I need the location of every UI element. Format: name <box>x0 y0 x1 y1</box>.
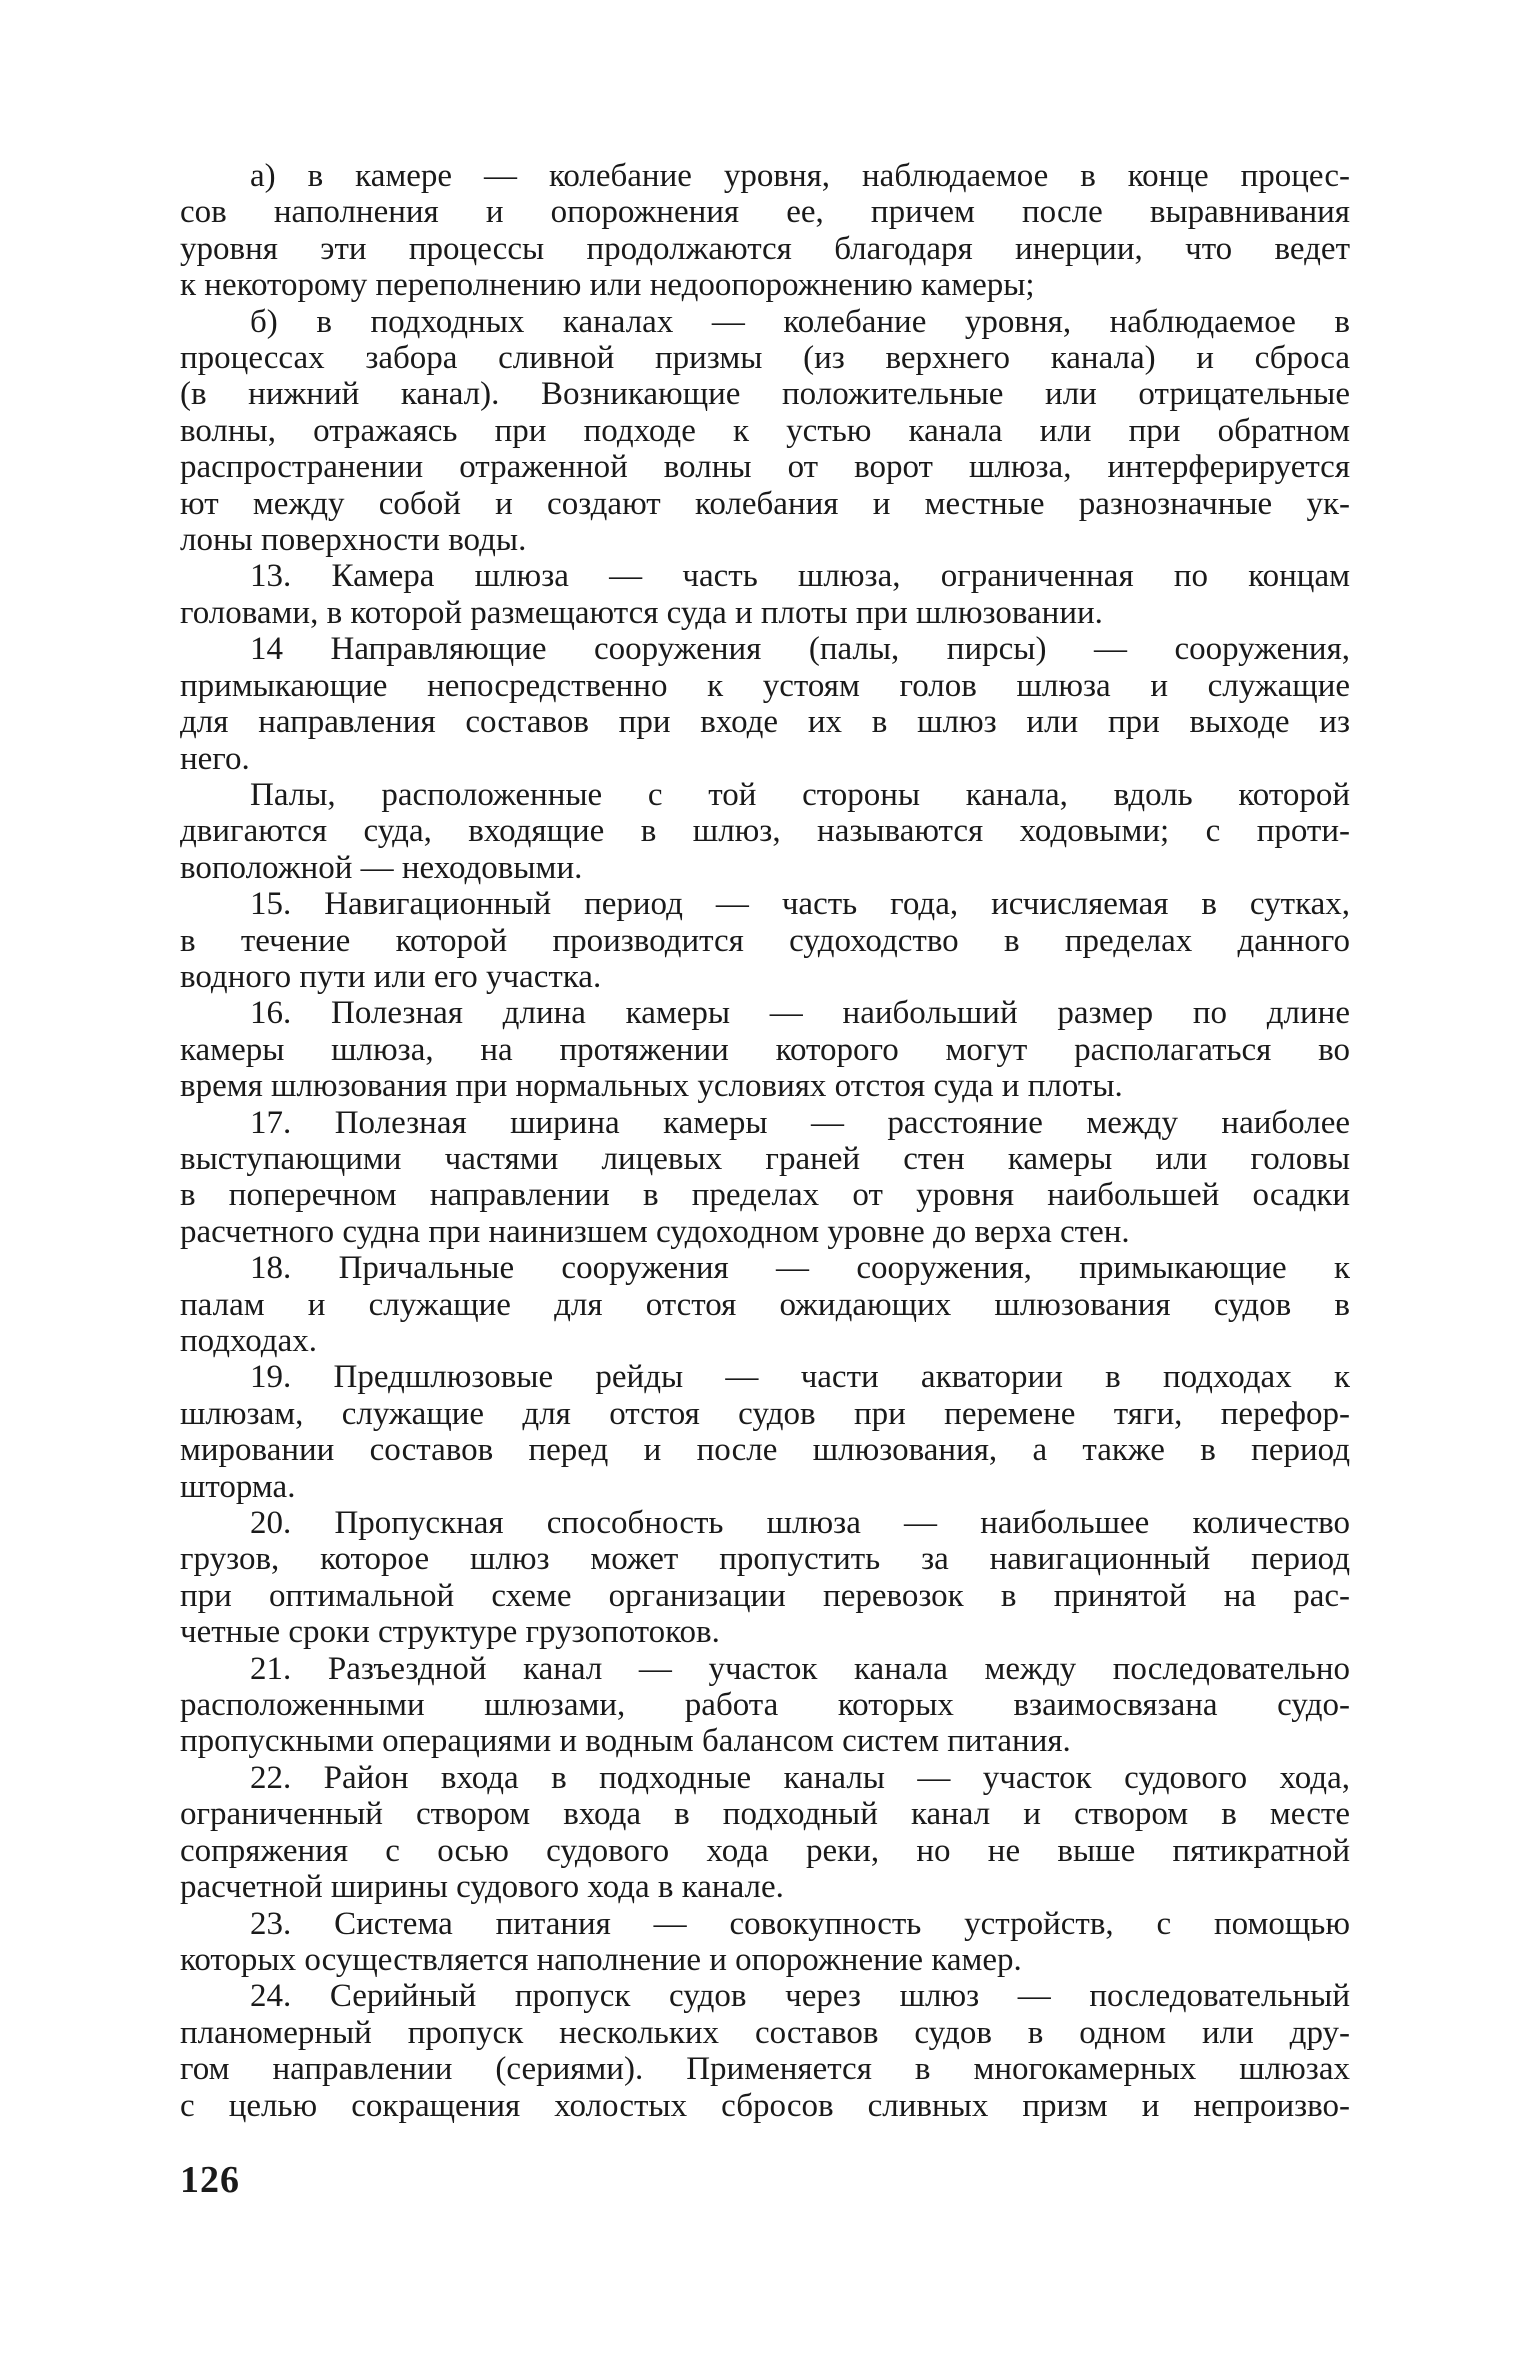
text-line: к некоторому переполнению или недоопорожнению камеры; <box>180 267 1035 304</box>
text-line: время шлюзования при нормальных условиях отстоя суда и плоты. <box>180 1068 1123 1105</box>
text-line: палам и служащие для отстоя ожидающих шлюзования судов в <box>180 1286 1350 1323</box>
text-line: с целью сокращения холостых сбросов сливных призм и непроизво- <box>180 2087 1350 2124</box>
text-line: шторма. <box>180 1468 296 1505</box>
text-line: пропускными операциями и водным балансом систем питания. <box>180 1723 1071 1760</box>
text-line: головами, в которой размещаются суда и плоты при шлюзовании. <box>180 594 1103 631</box>
text-line: при оптимальной схеме организации перевозок в принятой на рас- <box>180 1577 1350 1614</box>
text-line: 22. Район входа в подходные каналы — участок судового хода, <box>250 1759 1350 1796</box>
text-line: лоны поверхности воды. <box>180 522 527 559</box>
text-line: Палы, расположенные с той стороны канала, вдоль которой <box>250 776 1350 813</box>
text-line: 16. Полезная длина камеры — наибольший размер по длине <box>250 995 1350 1032</box>
text-line: сов наполнения и опорожнения ее, причем после выравнивания <box>180 194 1350 231</box>
text-line: подходах. <box>180 1323 317 1359</box>
text-line: (в нижний канал). Возникающие положительные или отрицательные <box>180 376 1350 413</box>
text-line: воположной — неходовыми. <box>180 849 583 886</box>
text-line: выступающими частями лицевых граней стен камеры или головы <box>180 1140 1350 1177</box>
text-line: мировании составов перед и после шлюзования, а также в период <box>180 1432 1350 1469</box>
text-line: ют между собой и создают колебания и местные разнозначные ук- <box>180 485 1350 522</box>
text-line: для направления составов при входе их в шлюз или при выходе из <box>180 704 1350 741</box>
text-line: 13. Камера шлюза — часть шлюза, ограниченная по концам <box>250 558 1350 595</box>
text-line: 20. Пропускная способность шлюза — наибольшее количество <box>250 1505 1350 1542</box>
text-line: в течение которой производится судоходство в пределах данного <box>180 922 1350 959</box>
page-number: 126 <box>180 2159 240 2201</box>
text-line: него. <box>180 740 250 777</box>
text-line: сопряжения с осью судового хода реки, но не выше пятикратной <box>180 1832 1350 1869</box>
text-line: грузов, которое шлюз может пропустить за навигационный период <box>180 1541 1350 1578</box>
text-line: 18. Причальные сооружения — сооружения, примыкающие к <box>250 1250 1350 1287</box>
text-line: 15. Навигационный период — часть года, исчисляемая в сутках, <box>250 886 1350 923</box>
text-line: б) в подходных каналах — колебание уровня, наблюдаемое в <box>250 303 1350 340</box>
text-line: 21. Разъездной канал — участок канала между последовательно <box>250 1650 1350 1687</box>
text-line: а) в камере — колебание уровня, наблюдаемое в конце процес- <box>250 158 1350 194</box>
text-line: ограниченный створом входа в подходный канал и створом в месте <box>180 1796 1350 1833</box>
text-line: водного пути или его участка. <box>180 958 602 995</box>
text-line: двигаются суда, входящие в шлюз, называются ходовыми; с проти- <box>180 813 1350 850</box>
text-line: 24. Серийный пропуск судов через шлюз — последовательный <box>250 1978 1350 2015</box>
text-line: 23. Система питания — совокупность устройств, с помощью <box>250 1905 1350 1942</box>
text-line: волны, отражаясь при подходе к устью канала или при обратном <box>180 412 1350 449</box>
text-line: 17. Полезная ширина камеры — расстояние между наиболее <box>250 1104 1350 1141</box>
text-line: шлюзам, служащие для отстоя судов при перемене тяги, перефор- <box>180 1395 1350 1432</box>
text-line: примыкающие непосредственно к устоям голов шлюза и служащие <box>180 667 1350 704</box>
text-line: которых осуществляется наполнение и опорожнение камер. <box>180 1941 1022 1978</box>
text-line: гом направлении (сериями). Применяется в многокамерных шлюзах <box>180 2051 1350 2088</box>
text-line: планомерный пропуск нескольких составов судов в одном или дру- <box>180 2014 1350 2051</box>
text-line: 14 Направляющие сооружения (палы, пирсы) — сооружения, <box>250 631 1350 668</box>
text-line: расположенными шлюзами, работа которых взаимосвязана судо- <box>180 1687 1350 1724</box>
page-body <box>180 158 1350 2198</box>
text-line: камеры шлюза, на протяжении которого могут располагаться во <box>180 1031 1350 1068</box>
text-line: уровня эти процессы продолжаются благодаря инерции, что ведет <box>180 230 1350 267</box>
body-text <box>180 158 1350 2124</box>
text-line: в поперечном направлении в пределах от уровня наибольшей осадки <box>180 1177 1350 1214</box>
text-line: расчетного судна при наинизшем судоходном уровне до верха стен. <box>180 1213 1130 1250</box>
text-line: 19. Предшлюзовые рейды — части акватории в подходах к <box>250 1359 1350 1396</box>
text-line: распространении отраженной волны от ворот шлюза, интерферируется <box>180 449 1350 486</box>
text-line: четные сроки структуре грузопотоков. <box>180 1614 720 1651</box>
text-line: расчетной ширины судового хода в канале. <box>180 1869 784 1906</box>
text-line: процессах забора сливной призмы (из верхнего канала) и сброса <box>180 340 1350 377</box>
